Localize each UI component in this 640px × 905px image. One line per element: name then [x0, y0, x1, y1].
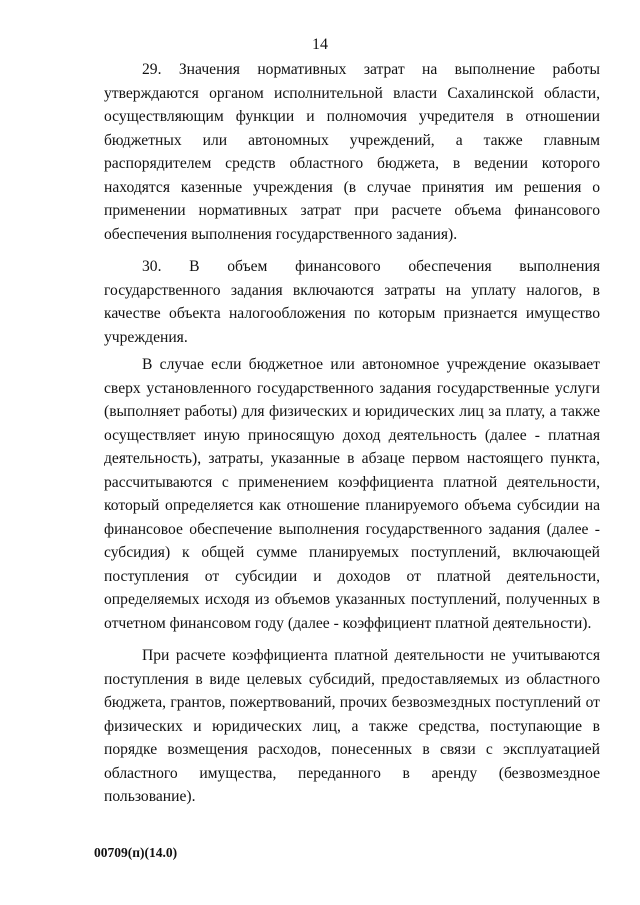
- document-code: 00709(п)(14.0): [94, 845, 178, 860]
- document-body: [104, 58, 600, 809]
- paragraph-30: 30. В объем финансового обеспечения выполнения государственного задания включаются затраты на уплату налогов, в качестве объекта налогообложения по которым признается имущество учреждения.: [104, 258, 600, 346]
- page-number: 14: [312, 36, 328, 53]
- paragraph-coefficient-exclusions: При расчете коэффициента платной деятельности не учитываются поступления в виде целевых субсидий, предоставляемых из областного бюджета, грантов, пожертвований, прочих безвозмездных поступлений от физических и юридических лиц, а также средства, поступающие в порядке возмещения расходов, понесенных в связи с эксплуатацией областного имущества, переданного в аренду (безвозмездное пользование).: [104, 647, 600, 805]
- paragraph-29: 29. Значения нормативных затрат на выполнение работы утверждаются органом исполнительной власти Сахалинской области, осуществляющим функции и полномочия учредителя в отношении бюджетных или автономных учреждений, а также главным распорядителем средств областного бюджета, в ведении которого находятся казенные учреждения (в случае принятия им решения о применении нормативных затрат при расчете объема финансового обеспечения выполнения государственного задания).: [104, 61, 600, 243]
- paragraph-paid-activity: В случае если бюджетное или автономное учреждение оказывает сверх установленного государственного задания государственные услуги (выполняет работы) для физических и юридических лиц за плату, а также осуществляет иную приносящую доход деятельность (далее - платная деятельность), затраты, указанные в абзаце первом настоящего пункта, рассчитываются с применением коэффициента платной деятельности, который определяется как отношение планируемого объема субсидии на финансовое обеспечение выполнения государственного задания (далее - субсидия) к общей сумме планируемых поступлений, включающей поступления от субсидии и доходов от платной деятельности, определяемых исходя из объемов указанных поступлений, полученных в отчетном финансовом году (далее - коэффициент платной деятельности).: [104, 356, 600, 632]
